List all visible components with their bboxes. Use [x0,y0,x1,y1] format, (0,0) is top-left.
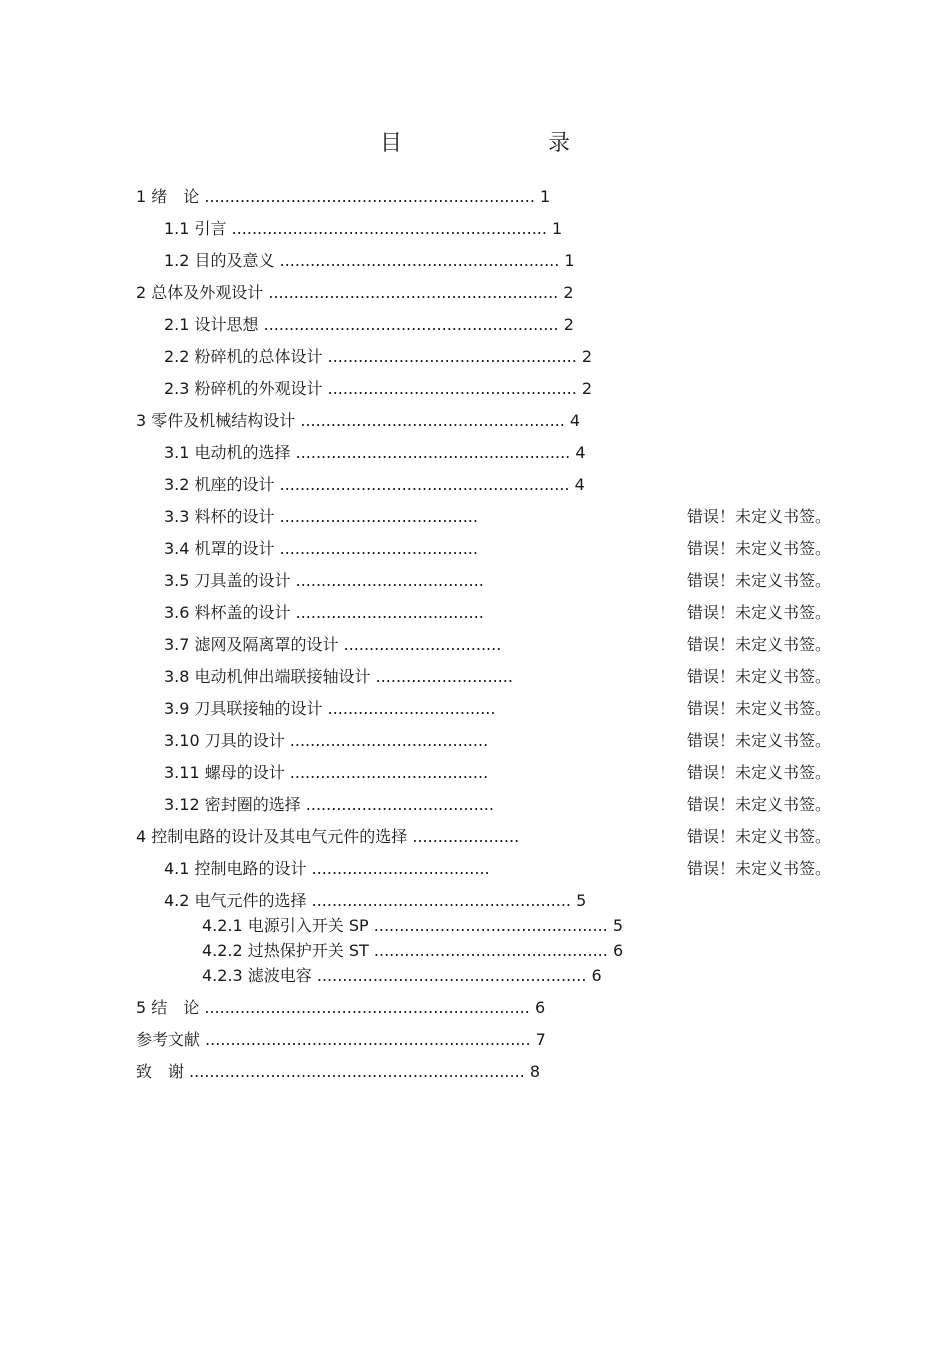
toc-error-4: 错误！未定义书签。 [687,827,832,846]
toc-entry-4-2-1[interactable]: 4.2.1 电源引入开关 SP .............................................. 5 [202,916,623,935]
toc-entry-3-5[interactable]: 3.5 刀具盖的设计 ..................................... [164,571,484,590]
toc-entry-4-2-3[interactable]: 4.2.3 滤波电容 ..................................................... 6 [202,966,602,985]
toc-entry-1[interactable]: 1 绪 论 ................................................................. 1 [136,187,551,206]
toc-entry-3-4[interactable]: 3.4 机罩的设计 ....................................... [164,539,478,558]
toc-error-3-9: 错误！未定义书签。 [687,699,832,718]
toc-entry-3-6[interactable]: 3.6 料杯盖的设计 ..................................... [164,603,484,622]
toc-entry-3-10[interactable]: 3.10 刀具的设计 ....................................... [164,731,489,750]
toc-error-3-5: 错误！未定义书签。 [687,571,832,590]
toc-error-4-1: 错误！未定义书签。 [687,859,832,878]
toc-entry-3[interactable]: 3 零件及机械结构设计 .................................................... 4 [136,411,581,430]
toc-entry-2[interactable]: 2 总体及外观设计 ......................................................... 2 [136,283,574,302]
toc-entry-acknowledgements[interactable]: 致 谢 .................................................................. 8 [136,1062,541,1081]
toc-entry-3-8[interactable]: 3.8 电动机伸出端联接轴设计 ........................... [164,667,513,686]
toc-error-3-7: 错误！未定义书签。 [687,635,832,654]
toc-entry-3-3[interactable]: 3.3 料杯的设计 ....................................... [164,507,478,526]
toc-entry-4-2-2[interactable]: 4.2.2 过热保护开关 ST .............................................. 6 [202,941,624,960]
toc-entry-4-2[interactable]: 4.2 电气元件的选择 ................................................... 5 [164,891,587,910]
toc-error-3-10: 错误！未定义书签。 [687,731,832,750]
toc-entry-4-1[interactable]: 4.1 控制电路的设计 ................................... [164,859,490,878]
toc-error-3-6: 错误！未定义书签。 [687,603,832,622]
toc-entry-3-2[interactable]: 3.2 机座的设计 ......................................................... 4 [164,475,585,494]
toc-entry-5[interactable]: 5 结 论 ................................................................ 6 [136,998,546,1017]
toc-entry-4[interactable]: 4 控制电路的设计及其电气元件的选择 ..................... [136,827,520,846]
toc-error-3-8: 错误！未定义书签。 [687,667,832,686]
toc-error-3-4: 错误！未定义书签。 [687,539,832,558]
toc-error-3-11: 错误！未定义书签。 [687,763,832,782]
toc-entry-3-7[interactable]: 3.7 滤网及隔离罩的设计 ............................... [164,635,502,654]
toc-title: 目 录 [379,131,632,156]
toc-error-3-12: 错误！未定义书签。 [687,795,832,814]
toc-entry-2-1[interactable]: 2.1 设计思想 .......................................................... 2 [164,315,574,334]
toc-entry-2-3[interactable]: 2.3 粉碎机的外观设计 ................................................. 2 [164,379,593,398]
toc-entry-1-1[interactable]: 1.1 引言 .............................................................. 1 [164,219,563,238]
toc-entry-references[interactable]: 参考文献 ................................................................ 7 [136,1030,546,1049]
toc-error-3-3: 错误！未定义书签。 [687,507,832,526]
toc-entry-2-2[interactable]: 2.2 粉碎机的总体设计 ................................................. 2 [164,347,593,366]
toc-entry-3-1[interactable]: 3.1 电动机的选择 ...................................................... 4 [164,443,586,462]
toc-entry-3-12[interactable]: 3.12 密封圈的选择 ..................................... [164,795,494,814]
toc-entry-3-9[interactable]: 3.9 刀具联接轴的设计 ................................. [164,699,496,718]
toc-entry-3-11[interactable]: 3.11 螺母的设计 ....................................... [164,763,489,782]
toc-entry-1-2[interactable]: 1.2 目的及意义 ....................................................... 1 [164,251,575,270]
